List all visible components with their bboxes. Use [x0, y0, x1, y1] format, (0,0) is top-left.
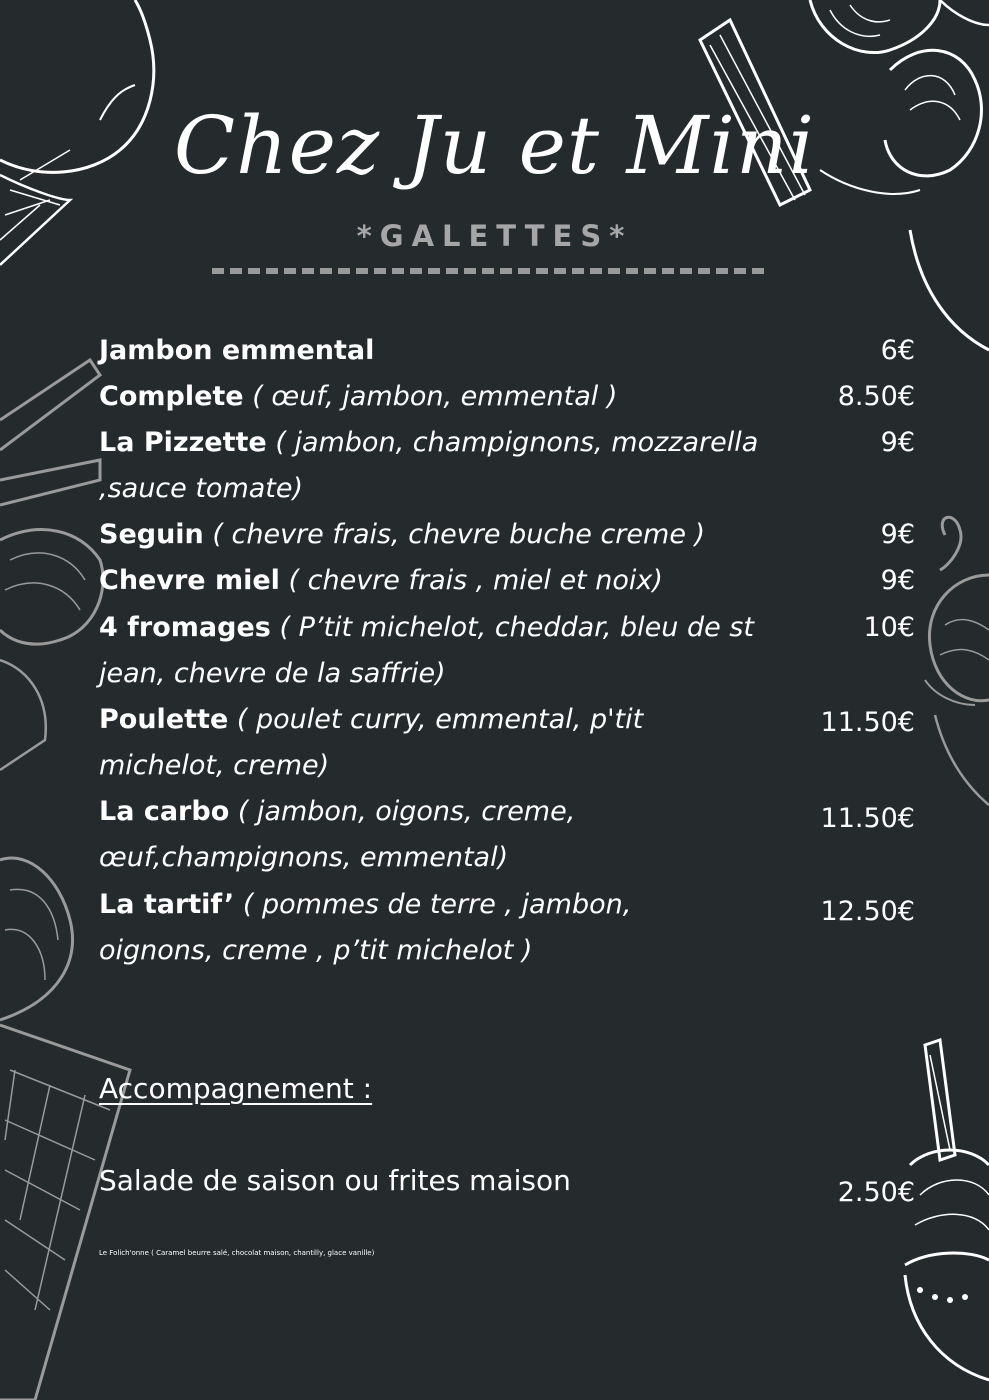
menu-item-name: Complete	[99, 381, 244, 412]
menu-item-name: La tartif’	[99, 889, 235, 920]
menu-item-description: ( chevre frais, chevre buche creme )	[203, 519, 706, 550]
menu-item-name: Poulette	[99, 704, 229, 735]
menu-item-poulette	[99, 697, 729, 789]
accompagnement-price: 2.50€	[837, 1177, 915, 1208]
accompagnement-heading: Accompagnement :	[99, 1072, 373, 1105]
menu-item-price: 11.50€	[820, 707, 915, 738]
menu-item-description: ( poulet curry, emmental, p'tit michelot, creme)	[99, 704, 644, 781]
icecream-sundae-sketch-bottom-right	[890, 1035, 989, 1400]
menu-item-description: ( œuf, jambon, emmental )	[243, 381, 618, 412]
menu-item-4-fromages	[99, 605, 799, 697]
menu-item-la-carbo	[99, 789, 669, 881]
menu-item-price: 10€	[863, 612, 915, 643]
menu-item-price: 11.50€	[820, 803, 915, 834]
dashed-divider	[212, 268, 764, 274]
menu-item-description: ( chevre frais , miel et noix)	[279, 565, 663, 596]
menu-item-name: La carbo	[99, 796, 230, 827]
accompagnement-item: Salade de saison ou frites maison	[99, 1164, 571, 1197]
restaurant-title: Chez Ju et Mini	[173, 99, 816, 192]
menu-item-jambon-emmental	[99, 328, 819, 374]
menu-item-name: Jambon emmental	[99, 335, 375, 366]
section-title-galettes: *GALETTES*	[356, 219, 633, 253]
icecream-sketch-right	[905, 515, 989, 815]
menu-item-la-pizzette	[99, 420, 819, 512]
menu-item-la-tartif	[99, 882, 719, 974]
menu-item-name: Chevre miel	[99, 565, 280, 596]
menu-item-price: 9€	[880, 565, 915, 596]
footnote-text: Le Folich'onne ( Caramel beurre salé, chocolat maison, chantilly, glace vanille)	[99, 1249, 375, 1257]
menu-item-description: ( pommes de terre , jambon, oignons, creme , p’tit michelot )	[99, 889, 632, 966]
menu-item-description: ( jambon, champignons, mozzarella ,sauce tomate)	[99, 427, 759, 504]
menu-item-price: 9€	[880, 519, 915, 550]
menu-item-price: 8.50€	[837, 381, 915, 412]
menu-item-price: 12.50€	[820, 896, 915, 927]
menu-item-price: 6€	[880, 335, 915, 366]
icecream-sketch-left	[0, 340, 110, 780]
menu-item-price: 9€	[880, 427, 915, 458]
menu-item-name: Seguin	[99, 519, 204, 550]
menu-item-description: ( P’tit michelot, cheddar, bleu de st jean, chevre de la saffrie)	[99, 612, 754, 689]
menu-item-chevre-miel	[99, 558, 819, 604]
menu-item-name: 4 fromages	[99, 612, 271, 643]
menu-item-seguin	[99, 512, 819, 558]
menu-item-complete	[99, 374, 819, 420]
menu-item-name: La Pizzette	[99, 427, 267, 458]
menu-item-description: ( jambon, oigons, creme, œuf,champignons, emmental)	[99, 796, 576, 873]
